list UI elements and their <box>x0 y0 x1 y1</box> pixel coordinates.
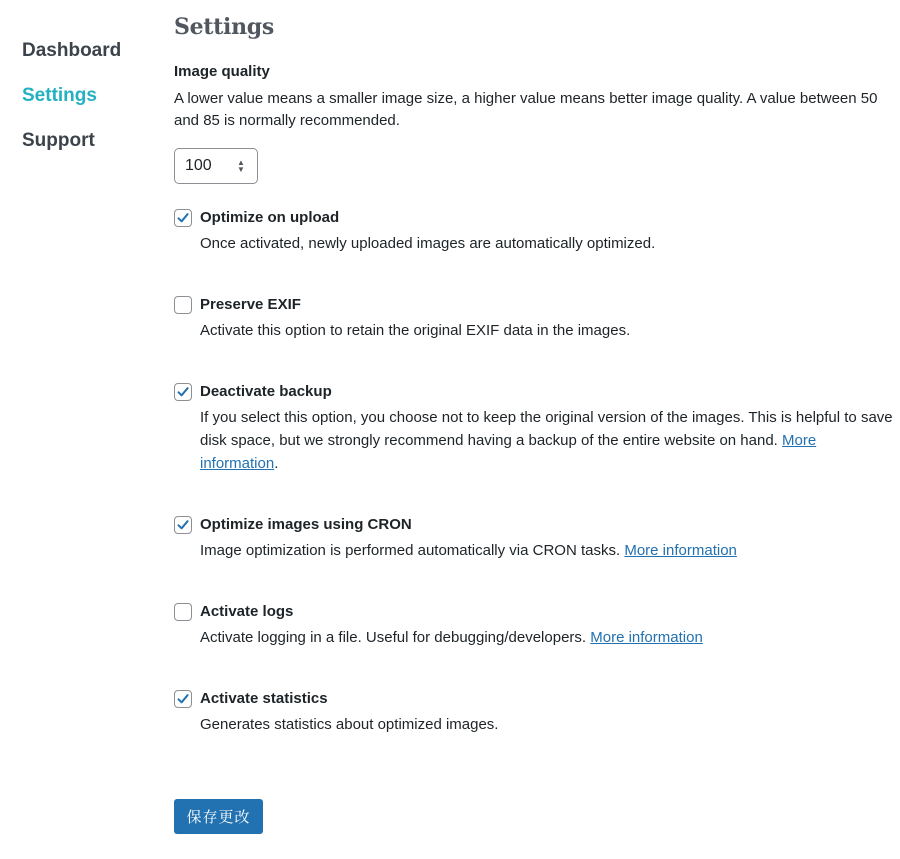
option-description-text: Activate logging in a file. Useful for debugging/developers. <box>200 629 587 646</box>
sidebar-item-dashboard[interactable]: Dashboard <box>22 40 122 61</box>
option-description-text: Once activated, newly uploaded images are automatically optimized. <box>200 235 656 252</box>
option-description <box>200 713 896 736</box>
checkmark-icon <box>176 385 190 399</box>
image-quality-value: 100 <box>185 157 212 174</box>
sidebar-nav <box>22 38 162 173</box>
option-description-text: Generates statistics about optimized images. <box>200 716 499 733</box>
option-description <box>200 539 896 562</box>
option-description <box>200 232 896 255</box>
checkbox-activate-statistics[interactable] <box>174 690 192 708</box>
save-changes-button[interactable]: 保存更改 <box>174 799 263 834</box>
option-title: Activate statistics <box>200 690 328 707</box>
option-title: Optimize on upload <box>200 209 340 226</box>
option-optimize-cron <box>174 515 896 562</box>
sidebar-item-settings[interactable]: Settings <box>22 85 97 106</box>
image-quality-label: Image quality <box>174 63 270 80</box>
more-information-link[interactable]: More information <box>624 542 737 559</box>
checkmark-icon <box>176 692 190 706</box>
option-title: Activate logs <box>200 603 294 620</box>
checkbox-deactivate-backup[interactable] <box>174 383 192 401</box>
checkbox-activate-logs[interactable] <box>174 603 192 621</box>
checkmark-icon <box>176 518 190 532</box>
spinner-arrows-icon[interactable]: ▲ ▼ <box>237 158 245 174</box>
checkmark-icon <box>176 211 190 225</box>
option-preserve-exif <box>174 295 896 342</box>
option-deactivate-backup <box>174 382 896 475</box>
option-optimize-on-upload <box>174 208 896 255</box>
option-title: Optimize images using CRON <box>200 516 412 533</box>
option-activate-logs <box>174 602 896 649</box>
image-quality-description: A lower value means a smaller image size, a higher value means better image quality. A value between 50 and 85 is normally recommended. <box>174 90 878 129</box>
option-description <box>200 626 896 649</box>
more-information-link[interactable]: More information <box>590 629 703 646</box>
page-title: Settings <box>174 14 274 40</box>
option-description-text: If you select this option, you choose not to keep the original version of the images. This is helpful to save disk space, but we strongly recommend having a backup of the entire website on hand. <box>200 409 893 449</box>
option-description <box>200 406 896 475</box>
image-quality-input[interactable] <box>174 148 258 184</box>
option-description <box>200 319 896 342</box>
option-title: Deactivate backup <box>200 383 332 400</box>
option-title: Preserve EXIF <box>200 296 301 313</box>
main-content <box>174 12 896 736</box>
link-suffix: . <box>274 455 279 472</box>
more-information-link[interactable]: More information <box>200 432 817 472</box>
sidebar-item-support[interactable]: Support <box>22 130 95 151</box>
option-description-text: Activate this option to retain the original EXIF data in the images. <box>200 322 631 339</box>
checkbox-preserve-exif[interactable] <box>174 296 192 314</box>
checkbox-optimize-on-upload[interactable] <box>174 209 192 227</box>
checkbox-optimize-cron[interactable] <box>174 516 192 534</box>
option-activate-statistics <box>174 689 896 736</box>
option-description-text: Image optimization is performed automatically via CRON tasks. <box>200 542 621 559</box>
